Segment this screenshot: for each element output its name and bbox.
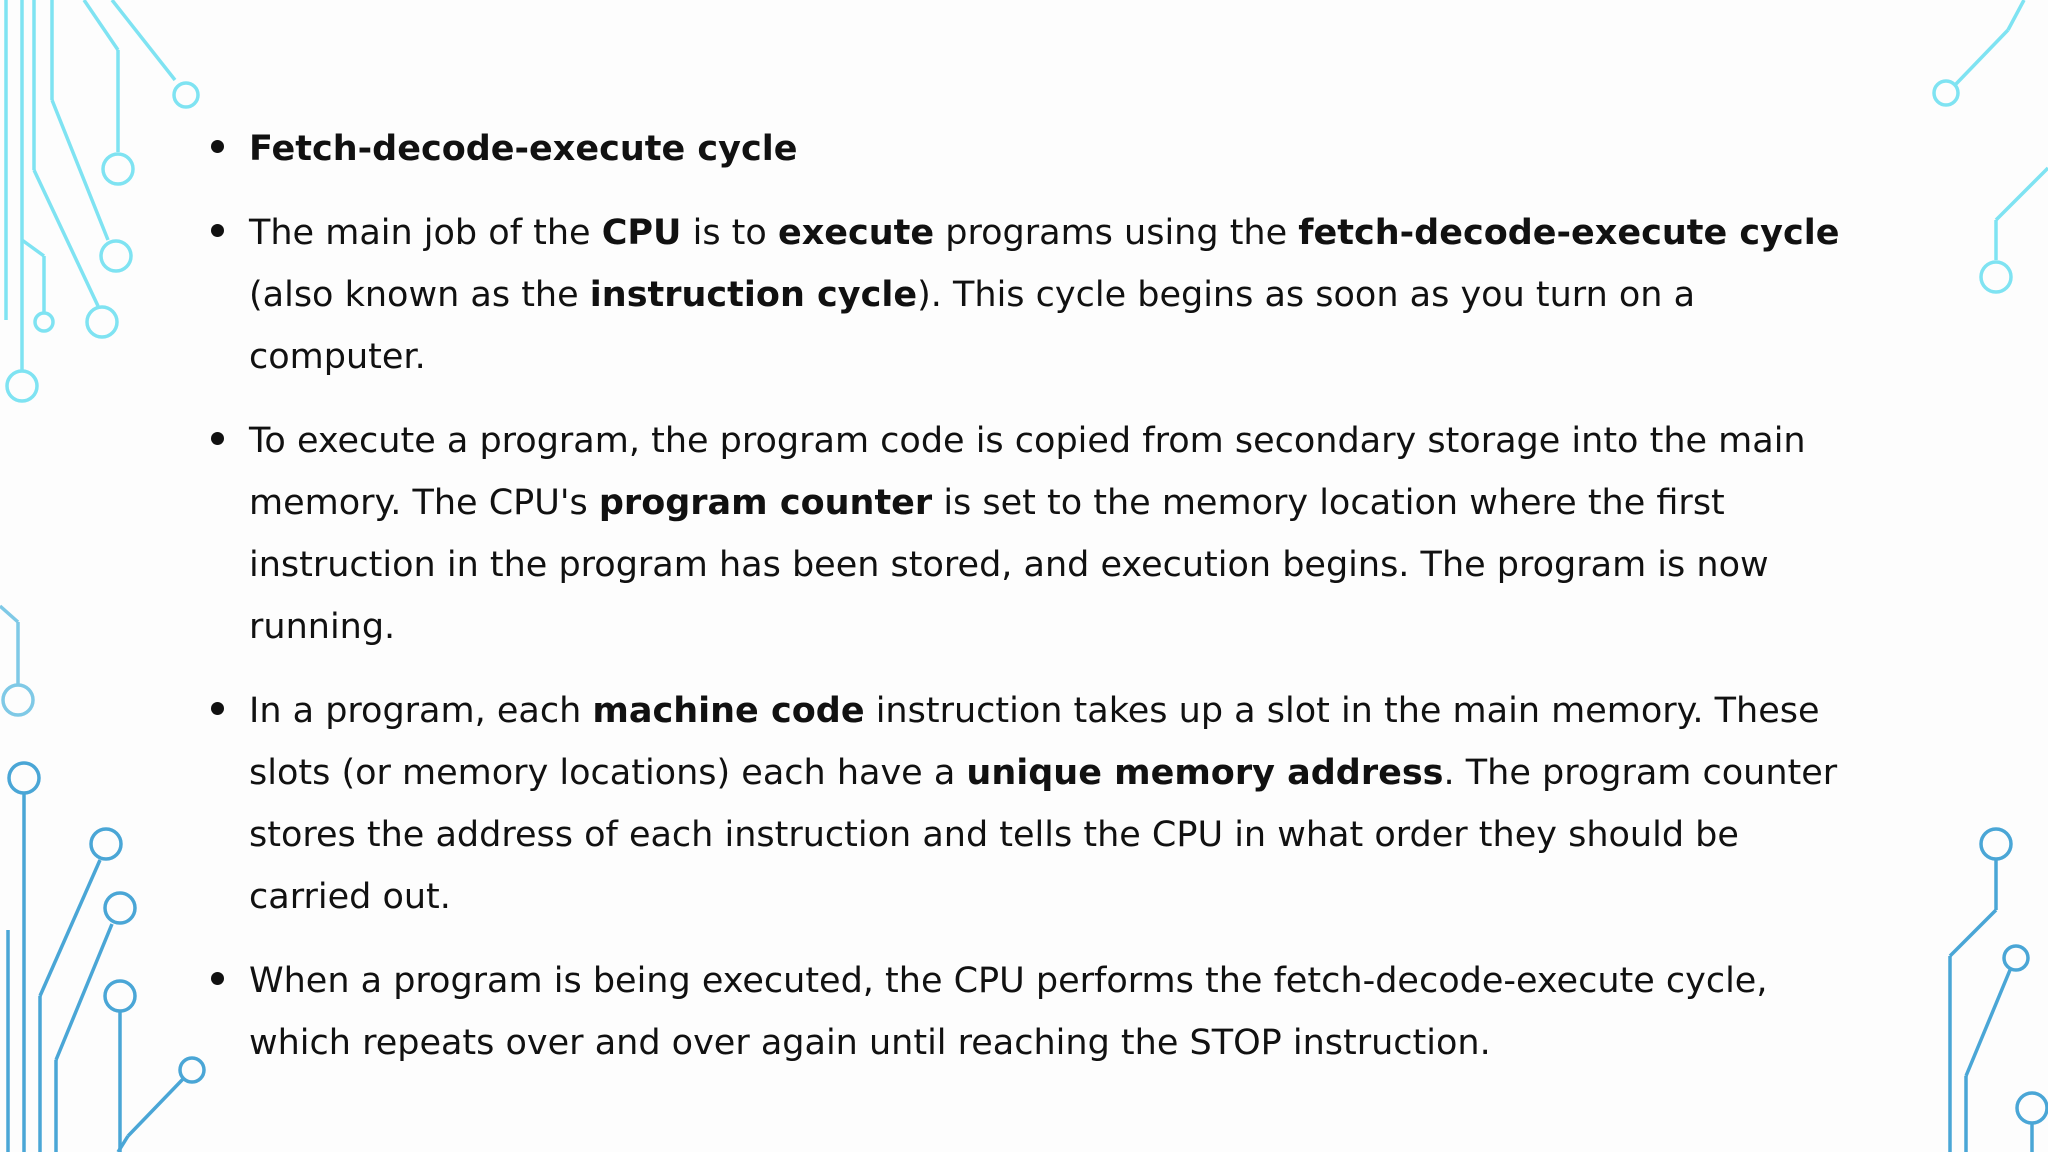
text-run: (also known as the [249, 275, 590, 315]
bold-text: fetch-decode-execute cycle [1298, 213, 1840, 253]
circuit-bottom-left-icon [8, 763, 204, 1152]
bold-text: machine code [592, 691, 865, 731]
circuit-bottom-right-icon [1950, 829, 2047, 1152]
text-run: programs using the [934, 213, 1299, 253]
circuit-top-right-icon [1934, 0, 2048, 292]
bullet-item [205, 950, 1865, 1074]
bullet-item [205, 410, 1865, 658]
text-run: is set to the memory location where the first instruction in the program has been stored, and execution begins. The program is now running. [249, 483, 1769, 647]
text-run: instruction takes up a slot in the main memory. These slots (or memory locations) each have a [249, 691, 1820, 793]
bold-text: Fetch-decode-execute cycle [249, 129, 798, 169]
bold-text: instruction cycle [589, 275, 918, 315]
text-run: The main job of the [249, 213, 602, 253]
bullet-item [205, 202, 1865, 388]
bold-text: CPU [601, 213, 682, 253]
bold-text: unique memory address [966, 753, 1444, 793]
bullet-item [205, 680, 1865, 928]
circuit-top-left-icon [6, 0, 198, 401]
bold-text: program counter [598, 483, 933, 523]
text-run: In a program, each [249, 691, 593, 731]
text-run: When a program is being executed, the CPU performs the fetch-decode-execute cycle, which repeats over and over again until reaching the STOP instruction. [249, 961, 1768, 1063]
bullet-list [205, 118, 1865, 1096]
circuit-left-middle-icon [0, 606, 33, 715]
text-run: To execute a program, the program code is copied from secondary storage into the main memory. The CPU's [249, 421, 1806, 523]
bullet-item [205, 118, 1865, 180]
text-run: ). This cycle begins as soon as you turn on a computer. [249, 275, 1696, 377]
bold-text: execute [777, 213, 935, 253]
text-run: . The program counter stores the address of each instruction and tells the CPU in what order they should be carried out. [249, 753, 1838, 917]
text-run: is to [681, 213, 778, 253]
